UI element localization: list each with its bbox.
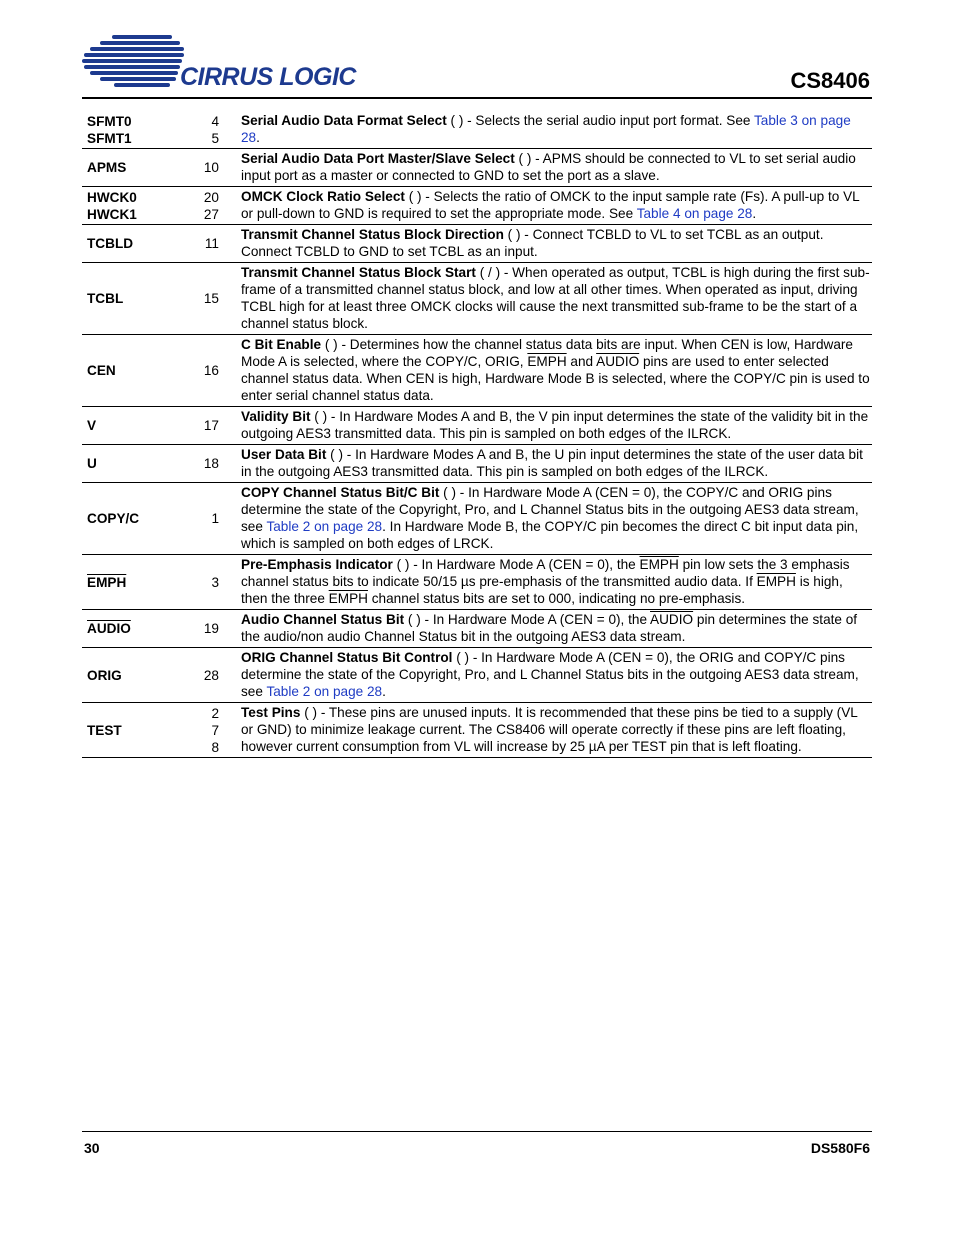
pin-name	[82, 149, 179, 187]
pin-name-text: HWCK0	[87, 189, 137, 205]
pin-row	[82, 610, 872, 648]
pin-name-text: CEN	[87, 363, 116, 378]
overlined-signal-name: EMPH	[756, 574, 796, 589]
pin-number-text: 16	[203, 363, 219, 378]
pin-name	[82, 445, 179, 483]
pin-description	[230, 335, 872, 407]
pin-number-text: 27	[203, 206, 219, 222]
pin-description	[230, 149, 872, 187]
pin-name-text: TCBLD	[87, 236, 134, 251]
description-text: ( ) - Selects the ratio of OMCK to the input sample rate (Fs). A pull-up to VL or pull-down to GND is required to set the appropriate mode. See	[241, 189, 860, 221]
pin-number	[179, 187, 230, 225]
pin-row	[82, 648, 872, 703]
pin-description	[230, 263, 872, 335]
pin-function-title: Audio Channel Status Bit	[241, 612, 405, 627]
part-number: CS8406	[790, 68, 870, 93]
pin-name	[82, 335, 179, 407]
document-id: DS580F6	[810, 1140, 870, 1156]
pin-number-text: 8	[211, 739, 219, 755]
description-text: pins are used to enter selected channel status data. When CEN is high, Hardware Mode B is selected, where the COPY/C pin is used to enter serial channel status data.	[241, 354, 870, 403]
pin-name	[82, 555, 179, 610]
pin-name	[82, 111, 179, 149]
pin-number-text: 7	[211, 722, 219, 738]
pin-number	[179, 483, 230, 555]
pin-function-title: Pre-Emphasis Indicator	[241, 557, 393, 572]
pin-name-text: SFMT0	[87, 113, 132, 129]
pin-row	[82, 263, 872, 335]
pin-number	[179, 335, 230, 407]
pin-function-title: COPY Channel Status Bit/C Bit	[241, 485, 440, 500]
pin-description	[230, 483, 872, 555]
pin-name-text: APMS	[87, 160, 127, 175]
description-text: .	[382, 684, 386, 699]
pin-description	[230, 555, 872, 610]
header-rule	[82, 97, 872, 99]
table-reference-link[interactable]: Table 2 on page 28	[266, 519, 383, 534]
pin-row	[82, 225, 872, 263]
pin-description	[230, 445, 872, 483]
pin-description	[230, 648, 872, 703]
pin-row	[82, 703, 872, 758]
description-text: ( / ) - When operated as output, TCBL is high during the first sub-frame of a transmitted channel status block, and low at all other times. When operated as input, driving TCBL high for at least three OMCK clocks will cause the next transmitted sub-frame to be the start of a channel status block.	[241, 265, 870, 331]
pin-row	[82, 187, 872, 225]
pin-name-text: V	[87, 418, 97, 433]
description-text: .	[752, 206, 757, 221]
description-text: ( ) - In Hardware Mode A (CEN = 0), the	[392, 557, 640, 572]
cirrus-logic-logo	[82, 33, 362, 95]
description-text: ( ) - In Hardware Mode A (CEN = 0), the ORIG and COPY/C pins determine the state of the Copyright, Pro, and L Channel Status bits in the outgoing AES3 data stream, see	[241, 650, 859, 699]
description-text: ( ) - In Hardware Modes A and B, the V pin input determines the state of the validity bit in the outgoing AES3 transmitted data. This pin is sampled on both edges of the ILRCK.	[241, 409, 869, 441]
footer-rule	[82, 1131, 872, 1132]
pin-name	[82, 483, 179, 555]
pin-name-text: ORIG	[87, 667, 122, 683]
pin-function-title: Test Pins	[241, 705, 301, 720]
description-text: ( ) - Selects the serial audio input port format. See	[446, 113, 755, 128]
pin-row	[82, 407, 872, 445]
pin-number-text: 2	[211, 705, 219, 721]
page-number: 30	[84, 1140, 100, 1156]
pin-name	[82, 648, 179, 703]
description-text: ( ) - Determines how the channel status data bits are input. When CEN is low, Hardware Mode A is selected, where the COPY/C, ORIG,	[241, 337, 853, 369]
pin-name	[82, 610, 179, 648]
overlined-signal-name: EMPH	[328, 591, 368, 606]
description-text: .	[256, 130, 260, 145]
pin-description	[230, 225, 872, 263]
pin-row	[82, 335, 872, 407]
overlined-signal-name: AUDIO	[596, 354, 640, 369]
pin-name	[82, 703, 179, 758]
pin-number-text: 19	[203, 621, 219, 636]
pin-row	[82, 483, 872, 555]
pin-name-text: EMPH	[87, 574, 127, 590]
description-text: ( ) - In Hardware Mode A (CEN = 0), the COPY/C and ORIG pins determine the state of the Copyright, Pro, and L Channel Status bits in the outgoing AES3 data stream, see	[241, 485, 859, 534]
overlined-signal-name: AUDIO	[650, 612, 694, 627]
overlined-signal-name: EMPH	[527, 354, 567, 369]
pin-number-text: 5	[211, 130, 219, 146]
description-text: . In Hardware Mode B, the COPY/C pin becomes the direct C bit input data pin, which is sampled on both edges of LRCK.	[241, 519, 859, 551]
pin-number	[179, 703, 230, 758]
pin-row	[82, 149, 872, 187]
pin-number	[179, 555, 230, 610]
description-text: pin determines the state of the audio/non audio Channel Status bit in the outgoing AES3 data stream.	[241, 612, 858, 644]
description-text: ( ) - Connect TCBLD to VL to set TCBL as an output. Connect TCBLD to GND to set TCBL as an input.	[241, 227, 824, 259]
pin-number	[179, 445, 230, 483]
description-text: ( ) - In Hardware Mode A (CEN = 0), the	[404, 612, 651, 627]
table-reference-link[interactable]: Table 3 on page 28	[241, 113, 851, 145]
pin-number-text: 1	[211, 511, 219, 526]
pin-name	[82, 407, 179, 445]
pin-name-text: COPY/C	[87, 511, 140, 526]
pin-number	[179, 263, 230, 335]
pin-function-title: Validity Bit	[241, 409, 311, 424]
pin-description-table	[82, 111, 872, 758]
pin-function-title: OMCK Clock Ratio Select	[241, 189, 405, 204]
pin-name-text: HWCK1	[87, 206, 137, 222]
pin-name-text: TCBL	[87, 291, 124, 306]
description-text: ( ) - APMS should be connected to VL to set serial audio input port as a master or connected to GND to set the port as a slave.	[241, 151, 856, 183]
table-reference-link[interactable]: Table 4 on page 28	[636, 206, 753, 221]
pin-number-text: 18	[203, 456, 219, 471]
overlined-signal-name: EMPH	[639, 557, 679, 572]
pin-function-title: Serial Audio Data Port Master/Slave Select	[241, 151, 515, 166]
description-text: is high, then the three	[241, 574, 843, 606]
description-text: ( ) - In Hardware Modes A and B, the U pin input determines the state of the user data bit in the outgoing AES3 transmitted data. This pin is sampled on both edges of the ILRCK.	[241, 447, 863, 479]
pin-name-text: TEST	[87, 722, 122, 738]
pin-number-text: 17	[203, 418, 219, 433]
pin-row	[82, 445, 872, 483]
pin-function-title: User Data Bit	[241, 447, 327, 462]
pin-row	[82, 111, 872, 149]
pin-number	[179, 610, 230, 648]
pin-number-text: 10	[203, 160, 219, 175]
pin-name-text: AUDIO	[87, 621, 131, 636]
logo-wordmark: CIRRUS LOGIC	[180, 63, 356, 91]
pin-number	[179, 149, 230, 187]
pin-number-text: 15	[203, 291, 219, 306]
pin-row	[82, 555, 872, 610]
pin-description	[230, 703, 872, 758]
pin-number-text: 11	[204, 236, 219, 251]
pin-number-text: 28	[203, 667, 219, 683]
pin-name	[82, 187, 179, 225]
pin-function-title: ORIG Channel Status Bit Control	[241, 650, 453, 665]
pin-number	[179, 225, 230, 263]
description-text: ( ) - These pins are unused inputs. It is recommended that these pins be tied to a supply (VL or GND) to minimize leakage current. The CS8406 will operate correctly if these pins are left floating, however current consumption from VL will increase by 25 µA per TEST pin that is left floating.	[241, 705, 858, 754]
pin-name	[82, 263, 179, 335]
pin-number-text: 3	[211, 574, 219, 590]
pin-number-text: 20	[203, 189, 219, 205]
pin-number-text: 4	[211, 113, 219, 129]
pin-number	[179, 111, 230, 149]
pin-number	[179, 648, 230, 703]
pin-function-title: C Bit Enable	[241, 337, 322, 352]
pin-description	[230, 187, 872, 225]
pin-function-title: Transmit Channel Status Block Start	[241, 265, 476, 280]
description-text: channel status bits are set to 000, indicating no pre-emphasis.	[367, 591, 746, 606]
pin-description	[230, 610, 872, 648]
pin-description	[230, 111, 872, 149]
description-text: pin low sets the 3 emphasis channel status bits to indicate 50/15 µs pre-emphasis of the transmitted audio data. If	[241, 557, 850, 589]
pin-name	[82, 225, 179, 263]
table-reference-link[interactable]: Table 2 on page 28	[266, 684, 383, 699]
pin-name-text: SFMT1	[87, 130, 132, 146]
pin-description	[230, 407, 872, 445]
pin-name-text: U	[87, 456, 97, 471]
description-text: and	[566, 354, 597, 369]
pin-function-title: Transmit Channel Status Block Direction	[241, 227, 504, 242]
pin-function-title: Serial Audio Data Format Select	[241, 113, 447, 128]
pin-number	[179, 407, 230, 445]
